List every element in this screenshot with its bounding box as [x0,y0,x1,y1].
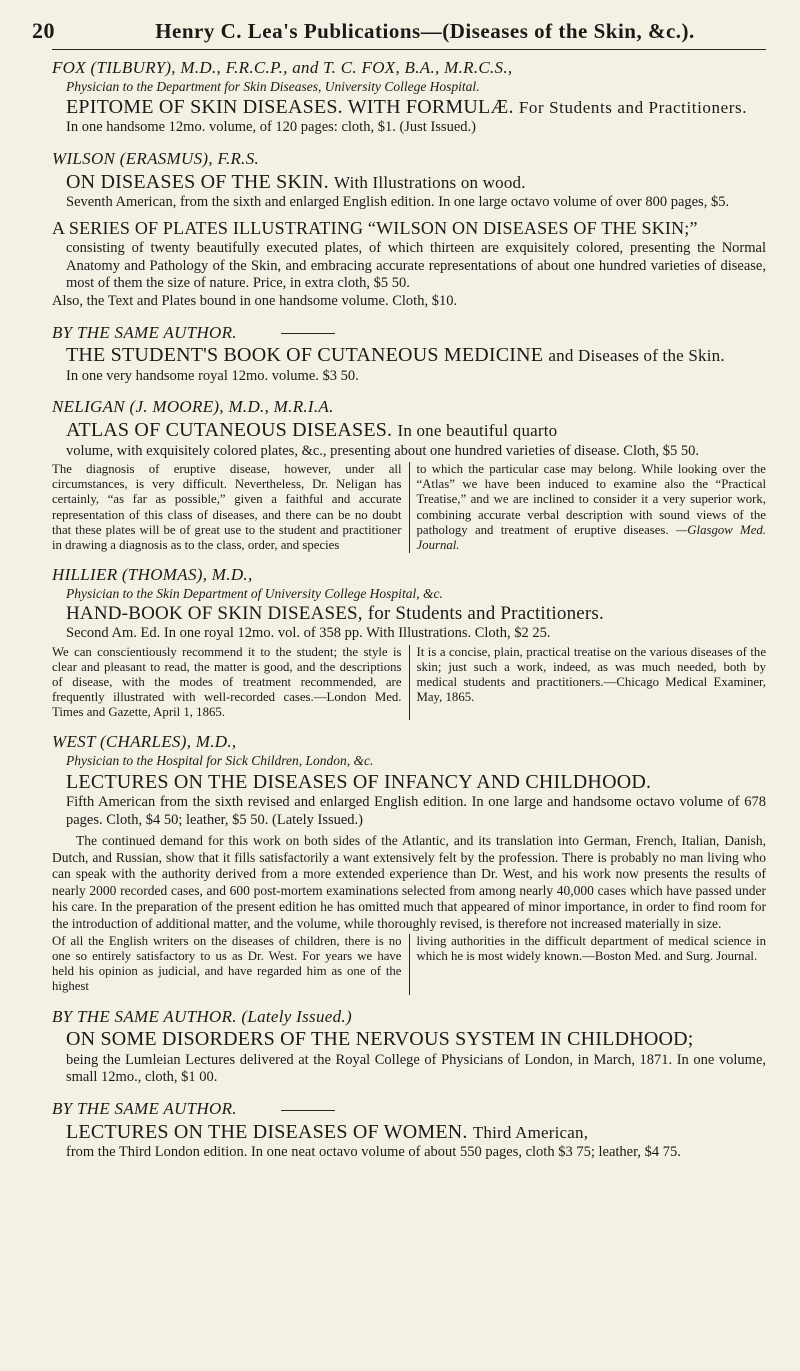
entry-diseases-of-women [52,1099,766,1162]
review-left: We can conscientiously recommend it to the student; the style is clear and pleasant to read, the matter is good, and the descriptions of disease, with the modes of treatment recommended, are frequently illustrated with well-recorded cases.—London Med. Times and Gazette, April 1, 1865. [52,645,410,720]
title-main: LECTURES ON THE DISEASES OF WOMEN. [66,1120,468,1143]
running-title: Henry C. Lea's Publications—(Diseases of the Skin, &c.). [155,19,695,43]
title-tail: In one beautiful quarto [397,421,558,441]
page-number: 20 [32,18,55,43]
note: Also, the Text and Plates bound in one handsome volume. Cloth, $10. [52,292,458,309]
entry-neligan [52,397,766,552]
description: Second Am. Ed. In one royal 12mo. vol. of 358 pp. With Illustrations. Cloth, $2 25. [66,625,551,642]
book-title [52,343,766,367]
entry-hillier [52,565,766,721]
entry-wilson [52,149,766,212]
entry-nervous-system [52,1007,766,1088]
author-line [52,323,766,344]
book-title: A SERIES OF PLATES ILLUSTRATING “WILSON ON DISEASES OF THE SKIN;” [52,217,698,238]
review-right: living authorities in the difficult department of medical science in which he is most widely known.—Boston Med. and Surg. Journal. [416,934,766,964]
description: being the Lumleian Lectures delivered at the Royal College of Physicians of London, in March, 1871. In one volume, small 12mo., cloth, $1 00. [66,1051,766,1086]
book-title [52,170,766,194]
affiliation: Physician to the Department for Skin Diseases, University College Hospital. [66,78,480,94]
body-text: The continued demand for this work on both sides of the Atlantic, and its translation into German, French, Italian, Danish, Dutch, and Russian, show that it fills satisfactorily a want extensively felt by the profession. There is probably no man living who can speak with the authority derived from a more extended experience than Dr. West, and his work now presents the results of nearly 2000 recorded cases, and 600 post-mortem examinations selected from among nearly 40,000 cases which have passed under his care. In the preparation of the present edition he has omitted much that appeared of minor importance, in order to find room for the introduction of additional matter, and the volume, while thoroughly revised, is therefore not increased materially in size. [52,833,766,931]
review-source: —Glasgow Med. Journal. [416,522,766,552]
author: BY THE SAME AUTHOR. [52,1099,237,1118]
author: BY THE SAME AUTHOR. (Lately Issued.) [52,1006,352,1026]
description: Fifth American from the sixth revised and enlarged English edition. In one large and handsome octavo volume of 678 pages. Cloth, $4 50; leather, $5 50. (Lately Issued.) [66,793,766,828]
review [52,462,766,553]
title-main: ATLAS OF CUTANEOUS DISEASES. [66,419,393,442]
book-title: HAND-BOOK OF SKIN DISEASES, for Students and Practitioners. [66,603,604,625]
author: NELIGAN (J. MOORE), M.D., M.R.I.A. [52,397,334,417]
header-rule [52,49,766,50]
title-tail: Third American, [472,1122,589,1142]
title-main: EPITOME OF SKIN DISEASES. WITH FORMULÆ. [66,96,514,119]
title-tail: For Students and Practitioners. [518,98,748,118]
author: FOX (TILBURY), M.D., F.R.C.P., and T. C. FOX, B.A., M.R.C.S., [52,57,513,77]
entry-students-book [52,323,766,386]
review-right-text: to which the particular case may belong. While looking over the “Atlas” we have been induced to examine also the “Practical Treatise,” and we are inclined to consider it a very superior work, combining accurate verbal description with sound views of the pathology and treatment of eruptive diseases. [416,462,766,537]
author: HILLIER (THOMAS), M.D., [52,564,253,584]
short-rule [281,333,335,334]
review-left: The diagnosis of eruptive disease, however, under all circumstances, is very difficult. Nevertheless, Dr. Neligan has certainly, “as far as possible,” given a faithful and accurate representation of this class of diseases, and there can be no doubt that these plates will be of great use to the student and practitioner in drawing a diagnosis as to the class, order, and species [52,462,410,553]
description: consisting of twenty beautifully executed plates, of which thirteen are exquisitely colored, presenting the Normal Anatomy and Pathology of the Skin, and embracing accurate representations of about one hundred varieties of disease, most of them the size of nature. Price, in extra cloth, $5 50. [66,239,766,292]
book-title [52,418,766,442]
review-right [410,462,767,553]
book-title [52,95,766,119]
book-title: ON SOME DISORDERS OF THE NERVOUS SYSTEM IN CHILDHOOD; [66,1028,694,1051]
review [52,645,766,720]
review [52,934,766,994]
description: from the Third London edition. In one neat octavo volume of about 550 pages, cloth $3 75; leather, $4 75. [66,1144,681,1161]
title-tail: With Illustrations on wood. [334,172,526,192]
author-line [52,1099,766,1120]
affiliation: Physician to the Hospital for Sick Children, London, &c. [66,753,374,769]
description: Seventh American, from the sixth and enlarged English edition. In one large octavo volume of over 800 pages, $5. [66,194,730,211]
title-main: THE STUDENT'S BOOK OF CUTANEOUS MEDICINE [66,344,544,367]
affiliation: Physician to the Skin Department of University College Hospital, &c. [66,585,443,601]
entry-wilson-plates [52,218,766,311]
book-title: LECTURES ON THE DISEASES OF INFANCY AND CHILDHOOD. [66,770,652,793]
author: WILSON (ERASMUS), F.R.S. [52,149,260,169]
author: BY THE SAME AUTHOR. [52,322,237,342]
description: In one handsome 12mo. volume, of 120 pages: cloth, $1. (Just Issued.) [66,119,476,136]
author: WEST (CHARLES), M.D., [52,732,237,752]
description: In one very handsome royal 12mo. volume. $3 50. [66,367,359,384]
review-right: It is a concise, plain, practical treatise on the various diseases of the skin; just such a work, indeed, as was much needed, both by medical students and practitioners.—Chicago Medical Examiner, May, 1865. [416,644,766,705]
review-left: Of all the English writers on the diseases of children, there is no one so entirely satisfactory to us as Dr. West. For years we have held his opinion as judicial, and have regarded him as one of the highest [52,934,410,994]
description: volume, with exquisitely colored plates, &c., presenting about one hundred varieties of disease. Cloth, $5 50. [66,442,700,459]
entry-west [52,732,766,994]
book-title [52,1120,766,1144]
title-main: ON DISEASES OF THE SKIN. [66,170,329,193]
title-tail: and Diseases of the Skin. [548,346,725,366]
short-rule [281,1110,335,1111]
entry-fox [52,58,766,137]
running-head [32,18,766,45]
